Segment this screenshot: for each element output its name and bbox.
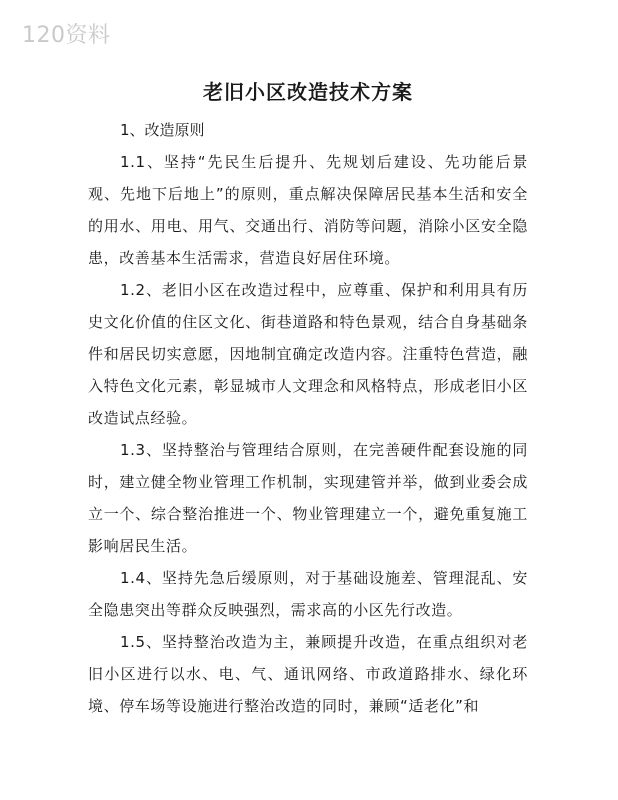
document-title: 老旧小区改造技术方案: [203, 80, 413, 104]
paragraph-1-3: 1.3、坚持整治与管理结合原则，在完善硬件配套设施的同时，建立健全物业管理工作机制，实现建管并举，做到业委会成立一个、综合整治推进一个、物业管理建立一个，避免重复施工影响居民生活。: [88, 441, 528, 555]
watermark-text: 120资料: [22, 23, 111, 48]
paragraph-1-4: 1.4、坚持先急后缓原则，对于基础设施差、管理混乱、安全隐患突出等群众反映强烈，需求高的小区先行改造。: [88, 569, 528, 619]
section-heading: 1、改造原则: [120, 121, 205, 139]
paragraph-1-5: 1.5、坚持整治改造为主，兼顾提升改造，在重点组织对老旧小区进行以水、电、气、通讯网络、市政道路排水、绿化环境、停车场等设施进行整治改造的同时，兼顾“适老化”和: [88, 633, 528, 715]
paragraph-1-1: 1.1、坚持“先民生后提升、先规划后建设、先功能后景观、先地下后地上”的原则，重点解决保障居民基本生活和安全的用水、用电、用气、交通出行、消防等问题，消除小区安全隐患，改善基本生活需求，营造良好居住环境。: [88, 153, 528, 267]
document-page: [88, 72, 528, 722]
paragraph-1-2: 1.2、老旧小区在改造过程中，应尊重、保护和利用具有历史文化价值的住区文化、街巷道路和特色景观，结合自身基础条件和居民切实意愿，因地制宜确定改造内容。注重特色营造，融入特色文化元素，彰显城市人文理念和风格特点，形成老旧小区改造试点经验。: [88, 281, 528, 427]
